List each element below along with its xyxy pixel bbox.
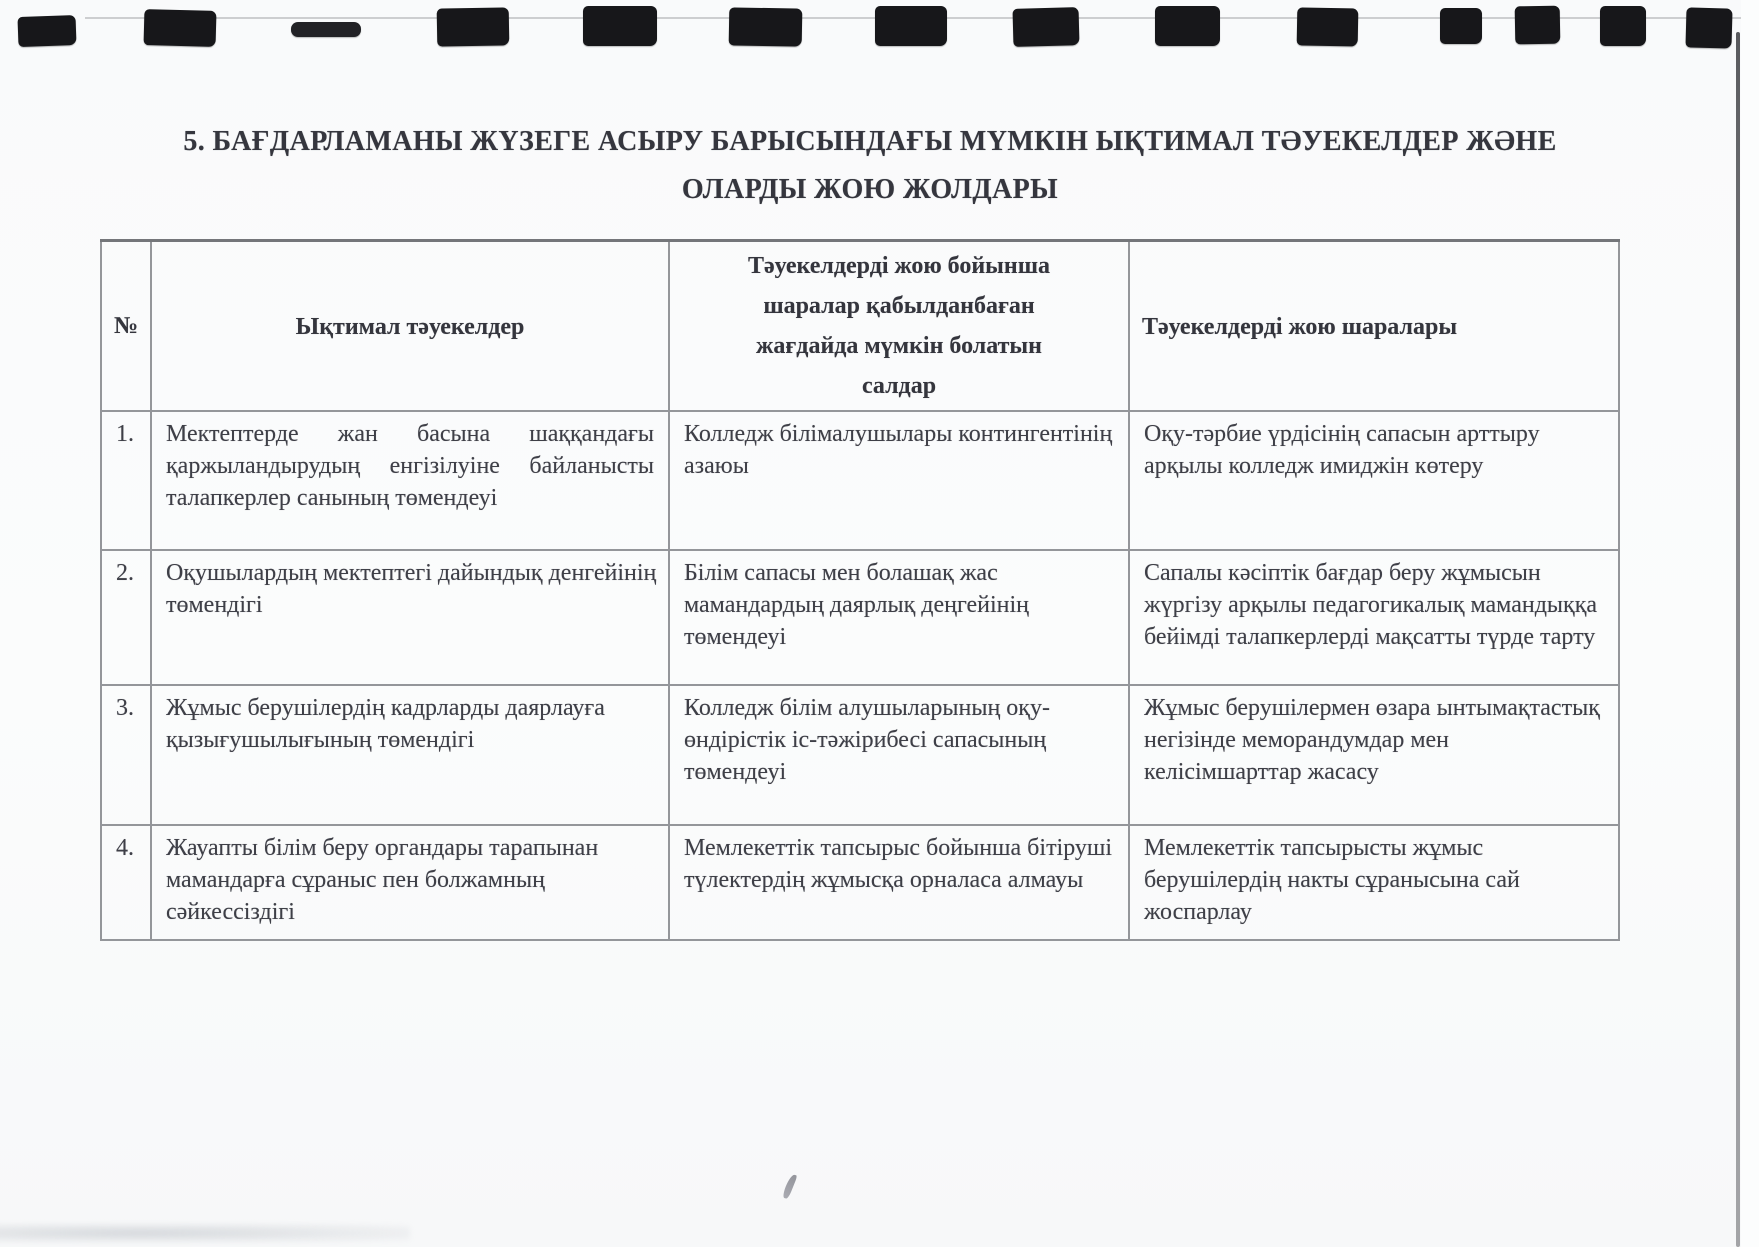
consequence-cell: Білім сапасы мен болашақ жас мамандардың даярлық деңгейінің төмендеуі: [669, 550, 1129, 685]
col-header-consequences-label: Тәуекелдерді жою бойынша шаралар қабылданбаған жағдайда мүмкін болатын салдар: [747, 253, 1051, 399]
col-header-consequences: [669, 241, 1129, 412]
scan-smudge: [0, 1224, 410, 1242]
stray-pen-mark: [781, 1174, 797, 1199]
row-number-cell: 4.: [101, 825, 151, 940]
risk-cell: Мектептерде жан басына шаққандағы қаржыландырудың енгізілуіне байланысты талапкерлер санының төмендеуі: [151, 411, 669, 550]
risk-cell: Жұмыс берушілердің кадрларды даярлауға қызығушылығының төмендігі: [151, 685, 669, 825]
col-header-possible-risks: [151, 241, 669, 412]
measure-cell: Мемлекеттік тапсырысты жұмыс берушілердің накты сұранысына сай жоспарлау: [1129, 825, 1619, 940]
binding-comb-mark: [1515, 6, 1561, 45]
risk-cell: Оқушылардың мектептегі дайындық денгейінің төмендігі: [151, 550, 669, 685]
binding-comb-mark: [291, 22, 361, 37]
row-number-cell: 3.: [101, 685, 151, 825]
document-title-line1: 5. БАҒДАРЛАМАНЫ ЖҮЗЕГЕ АСЫРУ БАРЫСЫНДАҒЫ МҮМКІН ЫҚТИМАЛ ТӘУЕКЕЛДЕР ЖӘНЕ: [183, 126, 1557, 157]
col-header-number: №: [101, 241, 151, 412]
consequence-cell: Колледж білімалушылары контингентінің азаюы: [669, 411, 1129, 550]
binding-comb-mark: [1440, 8, 1482, 44]
consequence-cell: Колледж білім алушыларының оқу-өндірістік іс-тәжірибесі сапасының төмендеуі: [669, 685, 1129, 825]
row-number-cell: 2.: [101, 550, 151, 685]
table-row: [101, 411, 1619, 550]
table-header-row: [101, 241, 1619, 412]
binding-comb-mark: [1297, 7, 1359, 46]
risk-cell: Жауапты білім беру органдары тарапынан мамандарға сұраныс пен болжамның сәйкессіздігі: [151, 825, 669, 940]
page-edge-shadow: [1736, 32, 1740, 1247]
table-row: [101, 685, 1619, 825]
row-number-cell: 1.: [101, 411, 151, 550]
binding-comb-mark: [875, 6, 947, 46]
binding-comb-mark: [729, 7, 803, 46]
table-row: [101, 825, 1619, 940]
binding-comb-mark: [1600, 6, 1646, 46]
binding-comb-mark: [437, 7, 510, 46]
binding-comb-mark: [144, 9, 217, 47]
binding-comb-mark: [1013, 7, 1080, 47]
document-title-line2: ОЛАРДЫ ЖОЮ ЖОЛДАРЫ: [681, 174, 1059, 205]
binding-comb-mark: [1685, 7, 1732, 48]
risks-table: [100, 239, 1620, 941]
col-header-possible-risks-label: Ықтимал тәуекелдер: [295, 313, 525, 340]
col-header-measures-label: Тәуекелдерді жою шаралары: [1142, 313, 1458, 340]
binding-comb-mark: [17, 15, 76, 47]
binding-comb-mark: [583, 6, 657, 46]
measure-cell: Оқу-тәрбие үрдісінің сапасын арттыру арқылы колледж имиджін көтеру: [1129, 411, 1619, 550]
document-title: [0, 118, 1740, 214]
binding-strip: [0, 0, 1759, 60]
consequence-cell: Мемлекеттік тапсырыс бойынша бітіруші түлектердің жұмысқа орналаса алмауы: [669, 825, 1129, 940]
table-row: [101, 550, 1619, 685]
binding-comb-mark: [1155, 6, 1220, 46]
scanner-margin: [1741, 0, 1759, 1247]
col-header-measures: [1129, 241, 1619, 412]
measure-cell: Жұмыс берушілермен өзара ынтымақтастық негізінде меморандумдар мен келісімшарттар жасасу: [1129, 685, 1619, 825]
measure-cell: Сапалы кәсіптік бағдар беру жұмысын жүргізу арқылы педагогикалық мамандыққа бейімді талапкерлерді мақсатты түрде тарту: [1129, 550, 1619, 685]
